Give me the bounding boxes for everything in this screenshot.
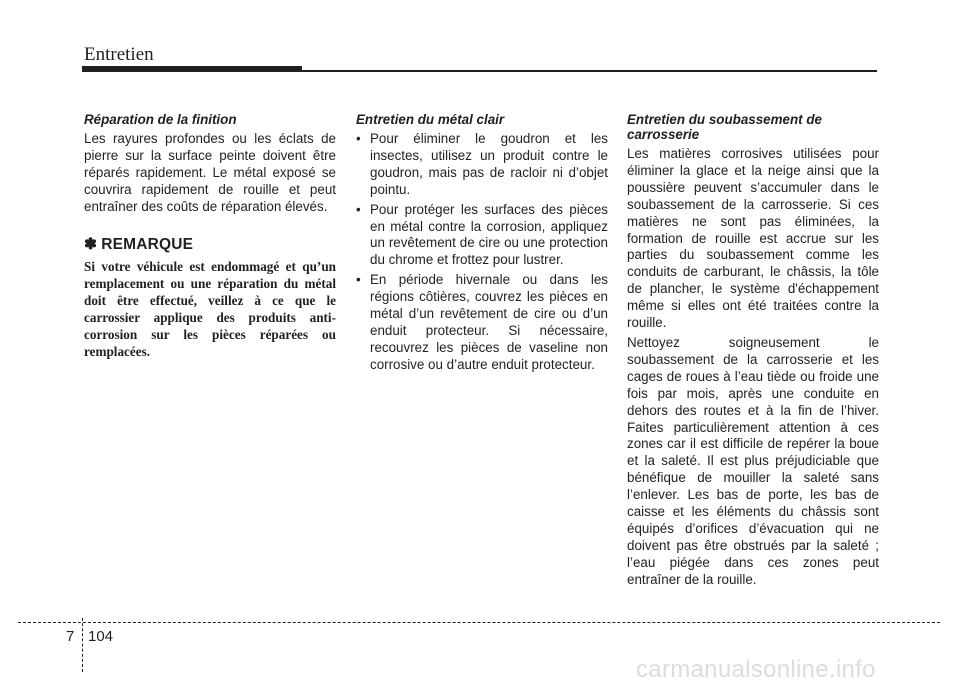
section-heading-underbody: Entretien du soubassement de carrosserie [627, 112, 822, 142]
finish-repair-paragraph: Les rayures profondes ou les éclats de pierre sur la surface peinte doivent être réparés rapidement. Le métal exposé se couvrira rapidement de rouille et peut entraîner des coûts de réparation élevés. [84, 131, 336, 214]
bullet-icon: • [356, 272, 361, 288]
section-heading-finish-repair: Réparation de la finition [84, 112, 237, 127]
note-heading [84, 236, 336, 254]
bright-metal-bullet-list [356, 131, 608, 374]
column-finish-repair [84, 112, 336, 360]
watermark-text: carmanualsonline.info [636, 656, 876, 683]
note-star-icon: ✽ [84, 235, 98, 253]
chapter-number: 7 [66, 628, 75, 645]
column-bright-metal [356, 112, 608, 377]
list-item-text: Pour éliminer le goudron et les insectes, utilisez un produit contre le goudron, mais pas de racloir ni d’objet pointu. [370, 131, 608, 197]
header-rule-thick [82, 66, 302, 72]
list-item [356, 272, 608, 373]
section-heading-bright-metal: Entretien du métal clair [356, 112, 505, 127]
page-number: 104 [88, 628, 114, 645]
list-item [356, 202, 608, 270]
list-item-text: Pour protéger les surfaces des pièces en métal contre la corrosion, appliquez un revêtement de cire ou une protection du chrome et frottez pour lustrer. [370, 201, 608, 268]
note-text: Si votre véhicule est endommagé et qu’un remplacement ou une réparation du métal doit être effectué, veillez à ce que le carrossier applique des produits anti-corrosion sur les pièces réparées ou remplacées. [84, 258, 336, 359]
underbody-paragraph-1: Les matières corrosives utilisées pour éliminer la glace et la neige ainsi que la poussière peuvent s’accumuler dans le soubassement de la carrosserie. Si ces matières ne sont pas éliminées, la formation de rouille est accrue sur les parties du soubassement comme les conduits de carburant, le châssis, la tôle de plancher, le système d'échappement même si elles ont été traitées contre la rouille. [627, 146, 879, 331]
note-title: REMARQUE [101, 235, 194, 253]
bullet-icon: • [356, 201, 361, 217]
header-rule-thin [300, 70, 877, 72]
footer-dashed-divider [82, 618, 83, 672]
bullet-icon: • [356, 131, 361, 146]
page-header-title: Entretien [84, 44, 154, 65]
list-item-text: En période hivernale ou dans les régions côtières, couvrez les pièces en métal d’un revêtement de cire ou d’un enduit protecteur. Si nécessaire, recouvrez les pièces de vaseline non corrosive ou d’autre enduit protecteur. [370, 272, 608, 372]
footer-dashed-rule [18, 622, 940, 623]
column-underbody [627, 112, 879, 589]
list-item [356, 131, 608, 199]
underbody-paragraph-2: Nettoyez soigneusement le soubassement de la carrosserie et les cages de roues à l’eau tiède ou froide une fois par mois, après une conduite en dehors des routes et à la fin de l’hiver. Faites particulièrement attention à ces zones car il est difficile de repérer la boue et la saleté. Il est plus préjudiciable que bénéfique de mouiller la saleté sans l’enlever. Les bas de porte, les bas de caisse et les éléments du châssis sont équipés d’orifices d’évacuation qui ne doivent pas être obstrués par la saleté ; l’eau piégée dans ces zones peut entraîner de la rouille. [627, 334, 879, 587]
